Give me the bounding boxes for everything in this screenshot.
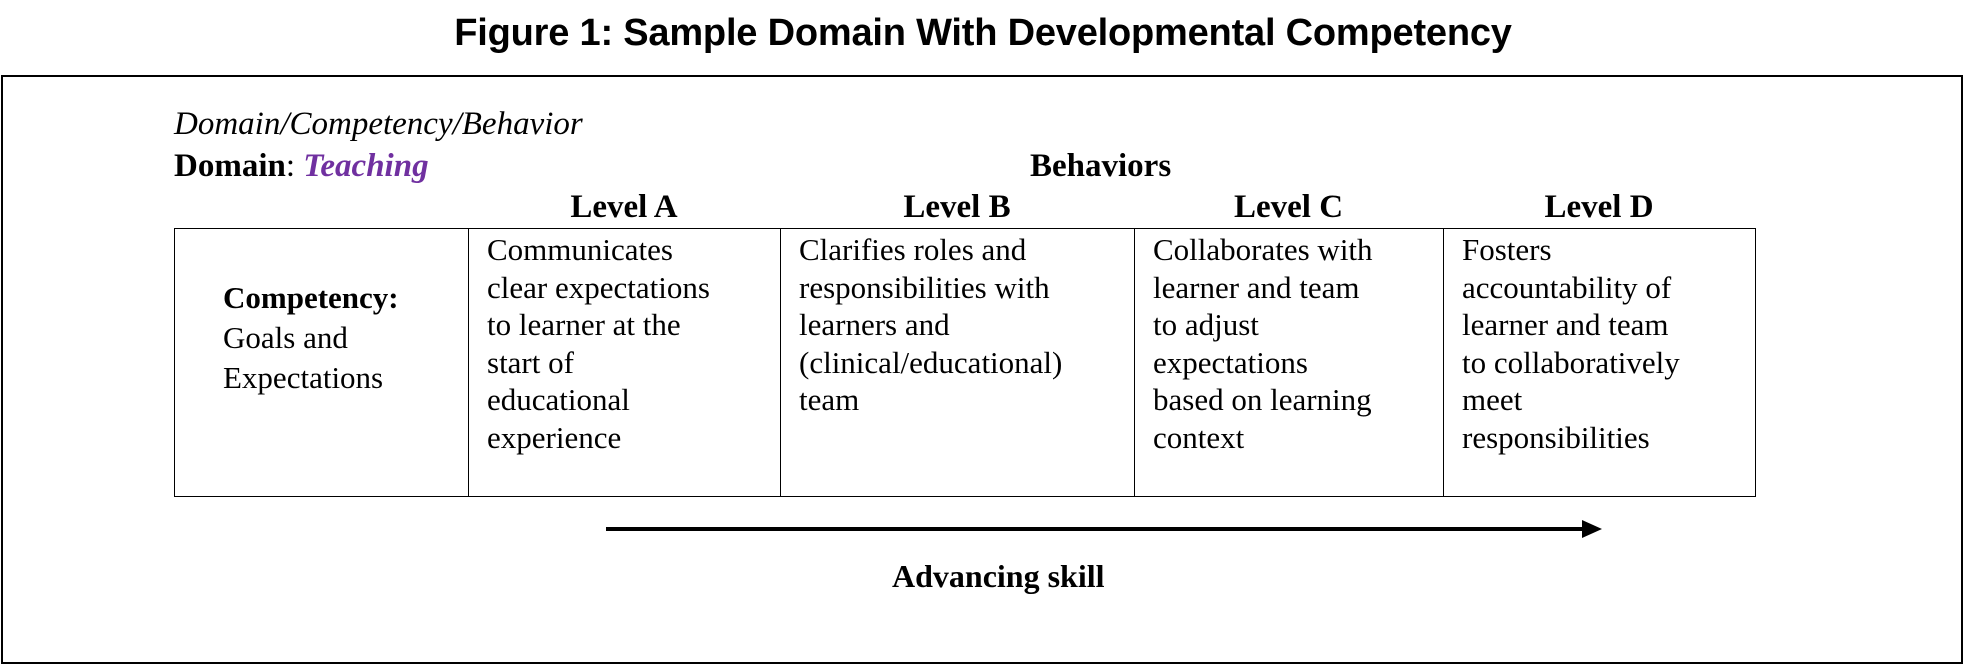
competency-cell [175, 229, 469, 497]
domain-separator: : [285, 148, 304, 184]
level-c-behavior: Collaborates with learner and team to adjust expectations based on learning context [1153, 232, 1373, 455]
level-d-behavior: Fosters accountability of learner and team to collaboratively meet responsibilities [1462, 232, 1680, 455]
table-row [175, 229, 1756, 497]
arrow-head [1582, 520, 1602, 538]
level-b-behavior: Clarifies roles and responsibilities with learners and (clinical/educational) team [799, 232, 1063, 417]
domain-key: Domain [174, 148, 286, 184]
figure-title: Figure 1: Sample Domain With Developmental Competency [454, 12, 1512, 54]
level-b-cell [781, 229, 1135, 497]
level-a-heading: Level A [570, 189, 678, 225]
competency-value: Goals and Expectations [223, 320, 384, 395]
advancing-arrow-icon [600, 516, 1610, 542]
level-b-heading: Level B [903, 189, 1011, 225]
level-c-heading: Level C [1233, 189, 1344, 225]
behaviors-heading: Behaviors [1030, 148, 1172, 184]
domain-value: Teaching [303, 148, 429, 184]
advancing-skill-label: Advancing skill [892, 558, 1105, 594]
level-a-cell [469, 229, 781, 497]
level-a-behavior: Communicates clear expectations to learner at the start of educational experience [487, 232, 710, 455]
path-label: Domain/Competency/Behavior [174, 106, 583, 142]
level-d-heading: Level D [1544, 189, 1654, 225]
domain-line [174, 146, 429, 186]
competency-table [174, 228, 1756, 497]
level-d-cell [1444, 229, 1756, 497]
level-c-cell [1135, 229, 1444, 497]
competency-label: Competency: [223, 280, 399, 315]
